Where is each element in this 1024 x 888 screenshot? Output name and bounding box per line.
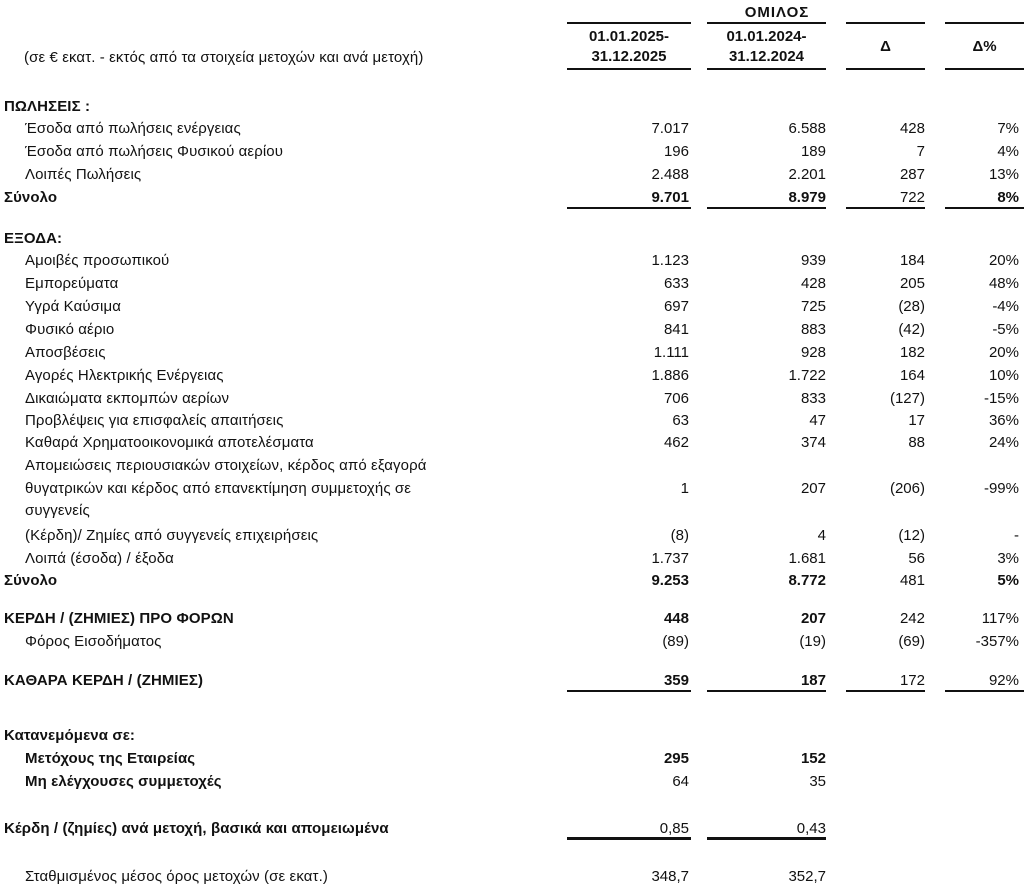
table-row bbox=[0, 273, 1024, 295]
column-header-2025-start: 01.01.2025- bbox=[588, 28, 670, 45]
value-2024: 2.201 bbox=[788, 166, 826, 183]
value-2025: 196 bbox=[663, 143, 689, 160]
value-delta-pct: -4% bbox=[992, 298, 1019, 315]
column-header-2024-end: 31.12.2024 bbox=[728, 48, 805, 65]
eps-rule bbox=[707, 837, 826, 840]
value-2025: 295 bbox=[663, 750, 689, 767]
row-label: Απομειώσεις περιουσιακών στοιχείων, κέρδος από εξαγορά bbox=[25, 457, 427, 474]
value-delta-pct: 13% bbox=[988, 166, 1019, 183]
row-label: Αγορές Ηλεκτρικής Ενέργειας bbox=[25, 367, 224, 384]
table-row bbox=[0, 118, 1024, 140]
value-2024: 189 bbox=[800, 143, 826, 160]
value-2024: 4 bbox=[817, 527, 826, 544]
tax-row bbox=[0, 631, 1024, 653]
row-label: Μη ελέγχουσες συμμετοχές bbox=[25, 773, 222, 790]
sales-total-rule bbox=[945, 207, 1024, 209]
row-label: θυγατρικών και κέρδος από επανεκτίμηση συμμετοχής σε bbox=[25, 480, 412, 497]
value-2024: 187 bbox=[800, 672, 826, 689]
row-label: Έσοδα από πωλήσεις ενέργειας bbox=[25, 120, 241, 137]
row-label: Φυσικό αέριο bbox=[25, 321, 115, 338]
value-delta: (12) bbox=[898, 527, 925, 544]
value-delta-pct: - bbox=[1014, 527, 1019, 544]
row-label: Εμπορεύματα bbox=[25, 275, 119, 292]
sales-total-rule bbox=[846, 207, 925, 209]
table-row bbox=[0, 250, 1024, 272]
sales-total-row bbox=[0, 187, 1024, 209]
net-profit-rule bbox=[707, 690, 826, 692]
value-delta: 184 bbox=[899, 252, 925, 269]
allocation-title: Κατανεμόμενα σε: bbox=[4, 727, 136, 744]
value-delta: 182 bbox=[899, 344, 925, 361]
row-label: Αποσβέσεις bbox=[25, 344, 106, 361]
value-2024: 1.681 bbox=[788, 550, 826, 567]
net-profit-rule bbox=[567, 690, 691, 692]
value-2025: 633 bbox=[663, 275, 689, 292]
expenses-title: ΕΞΟΔΑ: bbox=[4, 230, 63, 247]
value-delta: 481 bbox=[899, 572, 925, 589]
value-2024: 152 bbox=[800, 750, 826, 767]
value-delta-pct: 7% bbox=[997, 120, 1019, 137]
value-2024: 928 bbox=[800, 344, 826, 361]
value-2025: 1 bbox=[680, 480, 689, 497]
value-delta: (69) bbox=[898, 633, 925, 650]
value-delta-pct: 92% bbox=[988, 672, 1019, 689]
minorities-row bbox=[0, 771, 1024, 793]
row-label: Καθαρά Χρηματοοικονομικά αποτελέσματα bbox=[25, 434, 314, 451]
value-2024: 8.979 bbox=[788, 189, 826, 206]
value-2024: (19) bbox=[799, 633, 826, 650]
value-2025: 348,7 bbox=[651, 868, 689, 885]
value-2024: 374 bbox=[800, 434, 826, 451]
row-label: Αμοιβές προσωπικού bbox=[25, 252, 170, 269]
eps-row bbox=[0, 818, 1024, 840]
table-row bbox=[0, 432, 1024, 454]
value-2025: 697 bbox=[663, 298, 689, 315]
value-2024: 1.722 bbox=[788, 367, 826, 384]
table-row bbox=[0, 141, 1024, 163]
value-delta-pct: 48% bbox=[988, 275, 1019, 292]
row-label: ΚΑΘΑΡΑ ΚΕΡΔΗ / (ΖΗΜΙΕΣ) bbox=[4, 672, 204, 689]
value-delta: (28) bbox=[898, 298, 925, 315]
row-label: (Κέρδη)/ Ζημίες από συγγενείς επιχειρήσεις bbox=[25, 527, 319, 544]
value-delta-pct: 4% bbox=[997, 143, 1019, 160]
group-title: ΟΜΙΛΟΣ bbox=[744, 4, 810, 21]
value-delta: 428 bbox=[899, 120, 925, 137]
column-header-2024 bbox=[707, 27, 826, 67]
row-label: Κέρδη / (ζημίες) ανά μετοχή, βασικά και απομειωμένα bbox=[4, 820, 389, 837]
value-2024: 428 bbox=[800, 275, 826, 292]
header-bottom-rule-col2 bbox=[707, 68, 826, 70]
value-2024: 8.772 bbox=[788, 572, 826, 589]
row-label: Υγρά Καύσιμα bbox=[25, 298, 121, 315]
value-2025: 63 bbox=[672, 412, 689, 429]
table-row bbox=[0, 319, 1024, 341]
column-header-delta-pct: Δ% bbox=[972, 38, 997, 55]
value-2025: 1.737 bbox=[651, 550, 689, 567]
header-bottom-rule-col1 bbox=[567, 68, 691, 70]
column-header-2025-end: 31.12.2025 bbox=[591, 48, 667, 65]
row-label: Σύνολο bbox=[4, 572, 58, 589]
row-label: Μετόχους της Εταιρείας bbox=[25, 750, 196, 767]
sales-total-rule bbox=[707, 207, 826, 209]
shares-row bbox=[0, 866, 1024, 888]
value-delta: (42) bbox=[898, 321, 925, 338]
value-delta-pct: 20% bbox=[988, 252, 1019, 269]
value-delta: 164 bbox=[899, 367, 925, 384]
row-label: Λοιπές Πωλήσεις bbox=[25, 166, 142, 183]
net-profit-rule bbox=[945, 690, 1024, 692]
column-header-delta: Δ bbox=[880, 38, 891, 55]
value-2024: 725 bbox=[800, 298, 826, 315]
value-2024: 939 bbox=[800, 252, 826, 269]
expenses-total-row bbox=[0, 570, 1024, 592]
value-2025: 462 bbox=[663, 434, 689, 451]
value-delta: 17 bbox=[908, 412, 925, 429]
value-delta: 205 bbox=[899, 275, 925, 292]
value-delta: 56 bbox=[908, 550, 925, 567]
header-top-rule-col3 bbox=[846, 22, 925, 24]
value-2025: 2.488 bbox=[651, 166, 689, 183]
row-label: ΚΕΡΔΗ / (ΖΗΜΙΕΣ) ΠΡΟ ΦΟΡΩΝ bbox=[4, 610, 234, 627]
value-2024: 352,7 bbox=[788, 868, 826, 885]
table-row bbox=[0, 548, 1024, 570]
table-row bbox=[0, 388, 1024, 410]
value-2025: 448 bbox=[663, 610, 689, 627]
row-label: Έσοδα από πωλήσεις Φυσικού αερίου bbox=[25, 143, 284, 160]
value-delta-pct: 117% bbox=[981, 610, 1019, 627]
value-delta: 287 bbox=[899, 166, 925, 183]
value-delta: 88 bbox=[908, 434, 925, 451]
row-label: Δικαιώματα εκπομπών αερίων bbox=[25, 390, 230, 407]
value-2025: 1.886 bbox=[651, 367, 689, 384]
value-2025: 1.123 bbox=[651, 252, 689, 269]
section-title-sales bbox=[0, 96, 1024, 118]
value-delta-pct: 3% bbox=[997, 550, 1019, 567]
eps-rule bbox=[567, 837, 691, 840]
sales-title: ΠΩΛΗΣΕΙΣ : bbox=[4, 98, 91, 115]
column-header-2024-start: 01.01.2024- bbox=[726, 28, 807, 45]
value-2024: 207 bbox=[800, 480, 826, 497]
row-label: συγγενείς bbox=[25, 502, 90, 519]
value-2025: 706 bbox=[663, 390, 689, 407]
value-2024: 35 bbox=[809, 773, 826, 790]
value-2024: 0,43 bbox=[796, 820, 826, 837]
value-2025: 0,85 bbox=[659, 820, 689, 837]
value-delta-pct: 8% bbox=[997, 189, 1019, 206]
value-delta-pct: 20% bbox=[988, 344, 1019, 361]
sales-total-rule bbox=[567, 207, 691, 209]
net-profit-rule bbox=[846, 690, 925, 692]
value-2024: 6.588 bbox=[788, 120, 826, 137]
header-bottom-rule-col4 bbox=[945, 68, 1024, 70]
value-delta: 7 bbox=[916, 143, 925, 160]
table-row bbox=[0, 365, 1024, 387]
value-delta-pct: -5% bbox=[992, 321, 1019, 338]
value-delta-pct: 5% bbox=[997, 572, 1019, 589]
value-delta-pct: -357% bbox=[975, 633, 1019, 650]
value-2025: (8) bbox=[670, 527, 689, 544]
value-2025: 9.253 bbox=[651, 572, 689, 589]
shareholders-row bbox=[0, 748, 1024, 770]
table-row bbox=[0, 164, 1024, 186]
row-label: Λοιπά (έσοδα) / έξοδα bbox=[25, 550, 174, 567]
section-title-expenses bbox=[0, 228, 1024, 250]
value-2025: 1.111 bbox=[653, 344, 689, 361]
row-label: Σύνολο bbox=[4, 189, 58, 206]
table-row bbox=[0, 342, 1024, 364]
value-2024: 833 bbox=[800, 390, 826, 407]
value-2024: 207 bbox=[800, 610, 826, 627]
pretax-row bbox=[0, 608, 1024, 630]
value-delta: (127) bbox=[889, 390, 925, 407]
value-2025: 7.017 bbox=[651, 120, 689, 137]
allocation-title-row bbox=[0, 725, 1024, 747]
value-delta-pct: -99% bbox=[983, 480, 1019, 497]
net-profit-row bbox=[0, 670, 1024, 692]
value-delta-pct: 36% bbox=[988, 412, 1019, 429]
row-label: Φόρος Εισοδήματος bbox=[25, 633, 162, 650]
value-delta: 242 bbox=[899, 610, 925, 627]
value-2025: 9.701 bbox=[651, 189, 689, 206]
row-label: Σταθμισμένος μέσος όρος μετοχών (σε εκατ.) bbox=[25, 868, 328, 885]
value-2025: 841 bbox=[663, 321, 689, 338]
value-2025: (89) bbox=[662, 633, 689, 650]
header-top-rule-col1 bbox=[567, 22, 691, 24]
value-2024: 883 bbox=[800, 321, 826, 338]
table-row bbox=[0, 296, 1024, 318]
table-row bbox=[0, 525, 1024, 547]
value-2024: 47 bbox=[809, 412, 826, 429]
impairment-row bbox=[0, 478, 1024, 500]
value-delta-pct: 24% bbox=[988, 434, 1019, 451]
header-bottom-rule-col3 bbox=[846, 68, 925, 70]
impairment-row-line1 bbox=[0, 455, 1024, 477]
column-header-2025 bbox=[567, 27, 691, 67]
value-delta-pct: 10% bbox=[988, 367, 1019, 384]
value-delta: 172 bbox=[899, 672, 925, 689]
header-top-rule-col4 bbox=[945, 22, 1024, 24]
row-label: Προβλέψεις για επισφαλείς απαιτήσεις bbox=[25, 412, 284, 429]
table-row bbox=[0, 410, 1024, 432]
value-delta: (206) bbox=[889, 480, 925, 497]
value-2025: 359 bbox=[663, 672, 689, 689]
value-delta: 722 bbox=[899, 189, 925, 206]
header-top-rule-col2 bbox=[707, 22, 826, 24]
units-note: (σε € εκατ. - εκτός από τα στοιχεία μετοχών και ανά μετοχή) bbox=[24, 49, 424, 66]
impairment-row-line3 bbox=[0, 500, 1024, 522]
value-2025: 64 bbox=[672, 773, 689, 790]
value-delta-pct: -15% bbox=[983, 390, 1019, 407]
